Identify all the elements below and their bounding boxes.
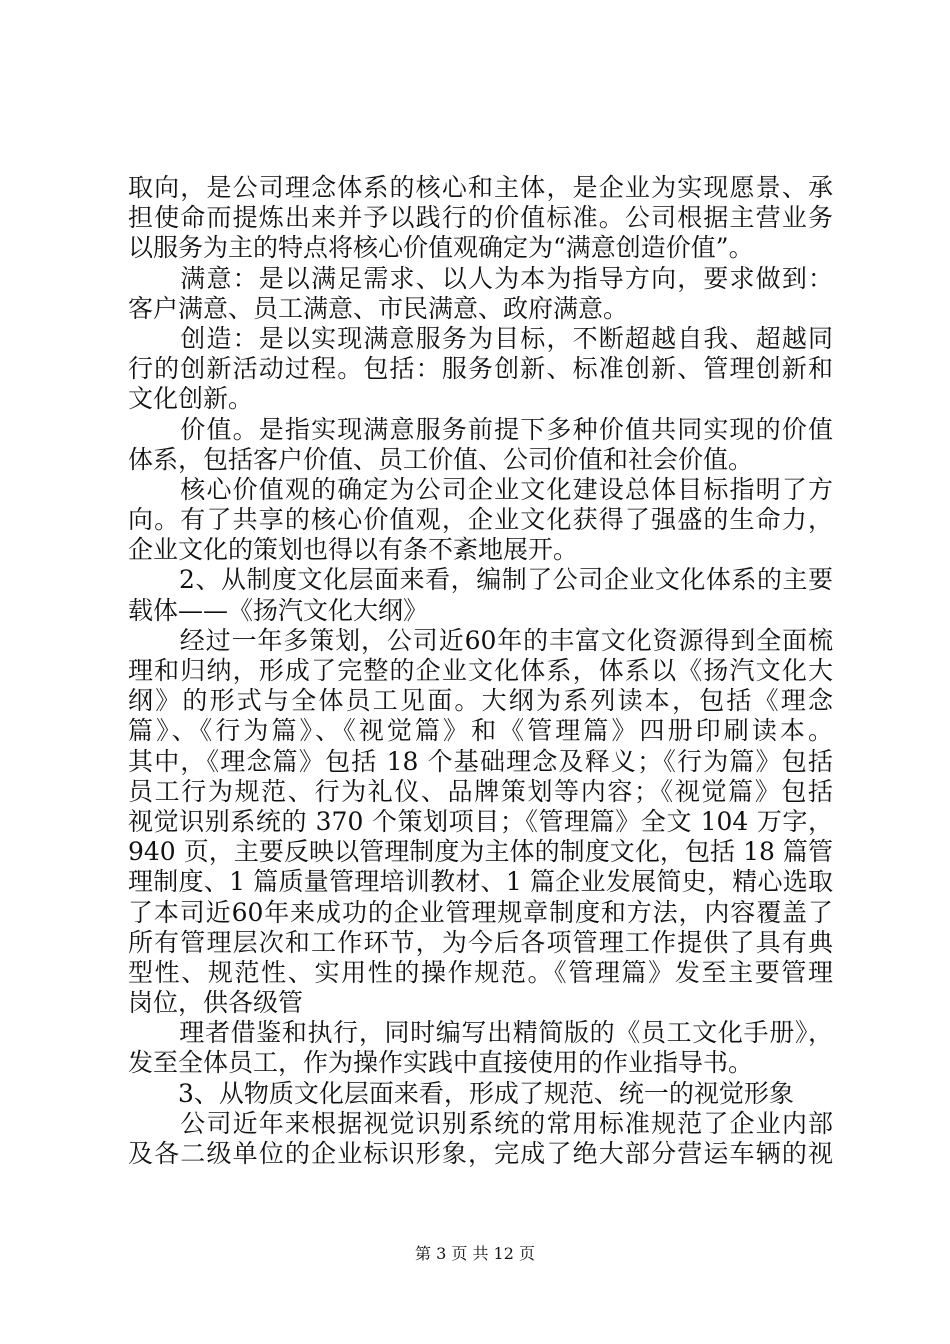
text-line: 满意：是以满足需求、以人为本为指导方向，要求做到： [128,263,833,293]
text-line: 体系，包括客户价值、员工价值、公司价值和社会价值。 [128,444,754,474]
text-line: 以服务为主的特点将核心价值观确定为“满意创造价值”。 [128,233,754,263]
text-line: 及各二级单位的企业标识形象，完成了绝大部分营运车辆的视 [128,1139,833,1168]
text-line: 了本司近60年来成功的企业管理规章制度和方法，内容覆盖了 [128,897,833,927]
text-line: 纲》的形式与全体员工见面。大纲为系列读本，包括《理念 [128,686,833,716]
text-line: 2、从制度文化层面来看，编制了公司企业文化体系的主要 [128,565,833,595]
text-line: 文化创新。 [128,384,254,414]
text-line: 价值。是指实现满意服务前提下多种价值共同实现的价值 [128,414,833,444]
text-line: 型性、规范性、实用性的操作规范。《管理篇》发至主要管理 [128,957,833,987]
page-footer: 第 3 页 共 12 页 [415,1244,535,1263]
text-line: 担使命而提炼出来并予以践行的价值标准。公司根据主营业务 [128,203,833,233]
text-line: 理制度、1 篇质量管理培训教材、1 篇企业发展简史，精心选取 [128,867,833,897]
text-line: 创造：是以实现满意服务为目标，不断超越自我、超越同 [128,323,833,353]
text-line: 企业文化的策划也得以有条不紊地展开。 [128,535,579,565]
text-line: 客户满意、员工满意、市民满意、政府满意。 [128,293,629,323]
text-line: 公司近年来根据视觉识别系统的常用标准规范了企业内部 [128,1108,833,1138]
text-line: 载体——《扬汽文化大纲》 [128,595,429,625]
text-line: 理者借鉴和执行，同时编写出精简版的《员工文化手册》， [128,1018,833,1048]
text-line: 发至全体员工，作为操作实践中直接使用的作业指导书。 [128,1048,754,1078]
text-line: 取向，是公司理念体系的核心和主体，是企业为实现愿景、承 [128,173,833,202]
text-line: 向。有了共享的核心价值观，企业文化获得了强盛的生命力， [128,505,833,535]
text-line: 理和归纳，形成了完整的企业文化体系，体系以《扬汽文化大 [128,656,833,685]
text-line: 员工行为规范、行为礼仪、品牌策划等内容；《视觉篇》包括 [128,776,833,806]
text-line: 940 页，主要反映以管理制度为主体的制度文化，包括 18 篇管 [128,837,833,867]
text-line: 经过一年多策划，公司近60年的丰富文化资源得到全面梳 [128,625,833,655]
document-body [128,173,833,1169]
text-line: 3、从物质文化层面来看，形成了规范、统一的视觉形象 [128,1078,794,1108]
text-line: 其中，《理念篇》包括 18 个基础理念及释义；《行为篇》包括 [128,746,833,776]
text-line: 篇》、《行为篇》、《视觉篇》和《管理篇》四册印刷读本。 [128,716,833,746]
text-line: 视觉识别系统的 370 个策划项目；《管理篇》全文 104 万字， [128,806,833,836]
text-line: 岗位，供各级管 [128,988,304,1018]
text-line: 行的创新活动过程。包括：服务创新、标准创新、管理创新和 [128,354,833,384]
text-line: 所有管理层次和工作环节，为今后各项管理工作提供了具有典 [128,927,833,957]
text-line: 核心价值观的确定为公司企业文化建设总体目标指明了方 [128,474,833,504]
